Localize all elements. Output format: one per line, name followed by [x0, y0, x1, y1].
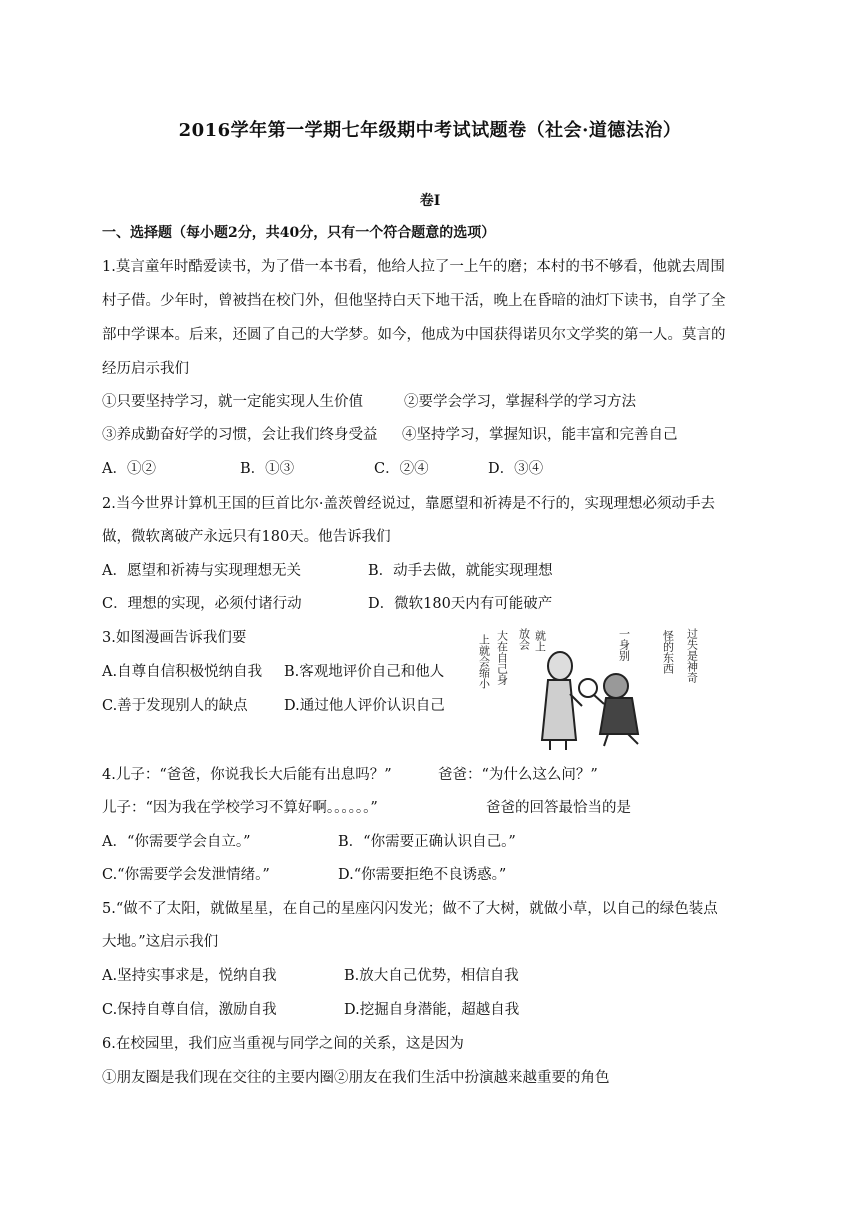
q5-option-d: D.挖掘自身潜能，超越自我 [344, 1002, 520, 1018]
q1-item-4: ④坚持学习，掌握知识，能丰富和完善自己 [402, 427, 678, 443]
tall-man-figure [542, 652, 582, 750]
q1-option-c: C．②④ [374, 461, 429, 477]
cartoon-caption-col-6: 怪的东西 [661, 630, 675, 674]
cartoon-caption-col-1: 上就会缩小 [478, 634, 491, 689]
q1-option-b: B．①③ [240, 461, 295, 477]
section-heading: 一、选择题（每小题2分，共40分，只有一个符合题意的选项） [102, 225, 496, 241]
cartoon-caption-col-4: 就上 [533, 630, 547, 652]
q1-stem-line-1: 1.莫言童年时酷爱读书，为了借一本书看，他给人拉了一上午的磨；本村的书不够看，他就去周围 [102, 259, 725, 275]
q4-option-c: C.“你需要学会发泄情绪。” [102, 867, 270, 883]
q2-option-d: D．微软180天内有可能破产 [368, 596, 553, 612]
q5-option-a: A.坚持实事求是，悦纳自我 [102, 968, 277, 984]
q6-items: ①朋友圈是我们现在交往的主要内圈②朋友在我们生活中扮演越来越重要的角色 [102, 1070, 610, 1086]
q1-stem-line-3: 部中学课本。后来，还圆了自己的大学梦。如今，他成为中国获得诺贝尔文学奖的第一人。莫言的 [102, 327, 726, 343]
q5-stem-line-1: 5.“做不了太阳，就做星星，在自己的星座闪闪发光；做不了大树，就做小草，以自己的绿色装点 [102, 901, 718, 917]
q4-father-question: 爸爸：“为什么这么问？” [438, 767, 598, 783]
q5-option-b: B.放大自己优势，相信自我 [344, 968, 519, 984]
q4-option-d: D.“你需要拒绝不良诱惑。” [338, 867, 507, 883]
q6-stem: 6.在校园里，我们应当重视与同学之间的关系，这是因为 [102, 1036, 464, 1052]
q3-option-d: D.通过他人评价认识自己 [284, 698, 445, 714]
q1-item-1: ①只要坚持学习，就一定能实现人生价值 [102, 394, 363, 410]
q3-option-b: B.客观地评价自己和他人 [284, 664, 445, 680]
q1-option-a: A．①② [102, 461, 156, 477]
cartoon-illustration [478, 622, 706, 752]
magnifier-icon [579, 679, 597, 697]
q1-option-d: D．③④ [488, 461, 544, 477]
q1-stem-line-2: 村子借。少年时，曾被挡在校门外，但他坚持白天下地干活，晚上在昏暗的油灯下读书，自学了全 [102, 293, 726, 309]
q2-option-b: B．动手去做，就能实现理想 [368, 563, 553, 579]
q1-item-2: ②要学会学习，掌握科学的学习方法 [404, 394, 636, 410]
q4-son-answer: 儿子：“因为我在学校学习不算好啊。。。。。。” [102, 800, 378, 816]
q3-stem: 3.如图漫画告诉我们要 [102, 630, 247, 646]
q3-option-a: A.自尊自信积极悦纳自我 [102, 664, 263, 680]
q3-option-c: C.善于发现别人的缺点 [102, 698, 248, 714]
q2-stem-line-1: 2.当今世界计算机王国的巨首比尔·盖茨曾经说过，靠愿望和祈祷是不行的，实现理想必须动手去 [102, 496, 715, 512]
q4-option-a: A．“你需要学会自立。” [102, 834, 251, 850]
q2-stem-line-2: 做，微软离破产永远只有180天。他告诉我们 [102, 529, 391, 545]
page-title: 2016学年第一学期七年级期中考试试题卷（社会·道德法治） [178, 120, 682, 141]
short-man-figure [579, 674, 638, 746]
q4-option-b: B．“你需要正确认识自己。” [338, 834, 516, 850]
q4-son-question: 4.儿子：“爸爸，你说我长大后能有出息吗？” [102, 767, 392, 783]
cartoon-caption-col-3: 放会 [517, 628, 531, 650]
volume-heading: 卷Ⅰ [419, 193, 441, 209]
cartoon-caption-col-2: 大在自己身 [495, 630, 509, 685]
q5-option-c: C.保持自尊自信，激励自我 [102, 1002, 277, 1018]
q2-option-c: C．理想的实现，必须付诸行动 [102, 596, 302, 612]
cartoon-caption-col-5: 一身别 [617, 628, 631, 661]
q2-option-a: A．愿望和祈祷与实现理想无关 [102, 563, 301, 579]
q4-prompt: 爸爸的回答最恰当的是 [486, 800, 631, 816]
cartoon-caption-col-7: 过失是神奇 [685, 628, 699, 683]
q5-stem-line-2: 大地。”这启示我们 [102, 934, 219, 950]
q1-stem-line-4: 经历启示我们 [102, 361, 189, 377]
q1-item-3: ③养成勤奋好学的习惯，会让我们终身受益 [102, 427, 378, 443]
